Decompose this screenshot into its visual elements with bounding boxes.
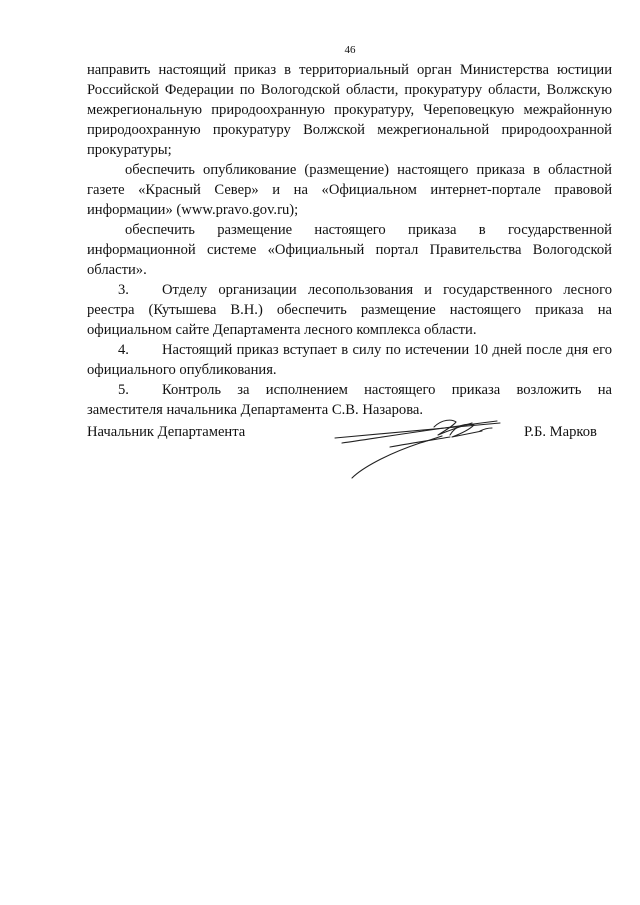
paragraph-publication: обеспечить опубликование (размещение) настоящего приказа в областной газете «Красный Север» и на «Официальном интернет-портале правовой информации» (www.pravo.gov.ru); xyxy=(87,162,612,218)
numbered-paragraph xyxy=(87,340,612,380)
numbered-paragraph xyxy=(87,280,612,340)
paragraph-text: Контроль за исполнением настоящего приказа возложить на заместителя начальника Департамента С.В. Назарова. xyxy=(87,382,612,418)
paragraph-text: Настоящий приказ вступает в силу по истечении 10 дней после дня его официального опубликования. xyxy=(87,342,612,378)
signature-block xyxy=(87,413,617,483)
paragraph-number: 4. xyxy=(118,342,129,358)
paragraph-portal-placement: обеспечить размещение настоящего приказа в государственной информационной системе «Официальный портал Правительства Вологодской области». xyxy=(87,222,612,278)
paragraph-continuation: направить настоящий приказ в территориальный орган Министерства юстиции Российской Федерации по Вологодской области, прокуратуру области, Волжскую межрегиональную природоохранную прокуратуру, Череповецкую межрайонную природоохранную прокуратуру Волжской межрегиональной природоохранной прокуратуры; xyxy=(87,62,612,158)
document-body xyxy=(87,60,612,420)
handwritten-signature xyxy=(332,413,517,483)
signatory-position: Начальник Департамента xyxy=(87,424,246,440)
signatory-name: Р.Б. Марков xyxy=(524,424,597,440)
page-number: 46 xyxy=(344,44,356,56)
paragraph-number: 3. xyxy=(118,282,129,298)
paragraph-text: Отделу организации лесопользования и государственного лесного реестра (Кутышева В.Н.) обеспечить размещение настоящего приказа на официальном сайте Департамента лесного комплекса области. xyxy=(87,282,612,338)
paragraph-number: 5. xyxy=(118,382,129,398)
